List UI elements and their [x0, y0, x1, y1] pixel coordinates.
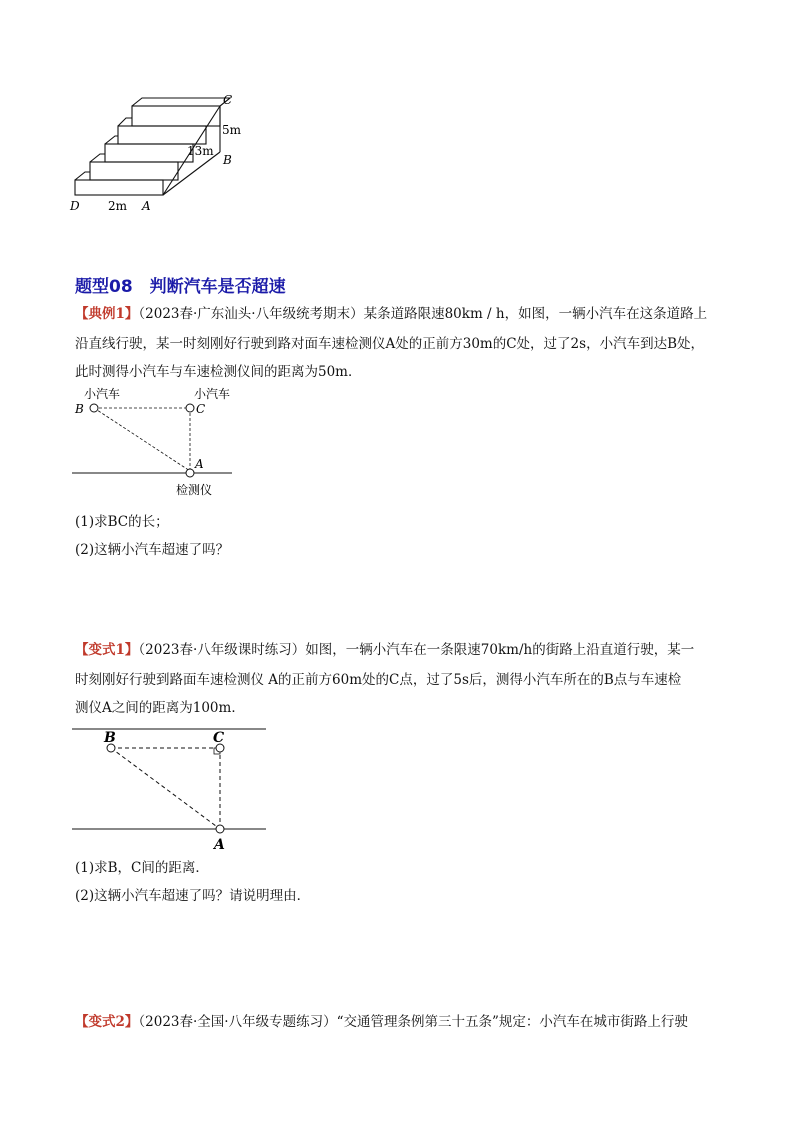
variant1-text1: （2023春·八年级课时练习）如图，一辆小汽车在一条限速70km/h的街路上沿直道行驶，某一 — [138, 642, 695, 658]
example1-line3: 此时测得小汽车与车速检测仪间的距离为50m． — [75, 364, 362, 380]
ex1-car-b-label: 小汽车 — [84, 387, 121, 401]
variant1-q1: (1)求B，C间的距离． — [75, 860, 209, 876]
stairs-label-a: A — [142, 199, 151, 213]
variant1-line2: 时刻刚好行驶到路面车速检测仪 A的正前方60m处的C点，过了5s后，测得小汽车所在的B点与车速检 — [75, 672, 682, 688]
example1-q2: (2)这辆小汽车超速了吗？ — [75, 542, 230, 558]
v1-label-a: A — [214, 837, 225, 852]
example1-q1: (1)求BC的长； — [75, 514, 169, 530]
stairs-label-d: D — [70, 199, 80, 213]
example1-line2: 沿直线行驶，某一时刻刚好行驶到路对面车速检测仪A处的正前方30m的C处，过了2s，小汽车到达B处， — [75, 336, 704, 352]
ex1-device-label: 检测仪 — [176, 483, 213, 497]
variant2-line1 — [75, 1012, 688, 1032]
stairs-label-5m: 5m — [222, 123, 242, 137]
variant1-line1 — [75, 640, 694, 660]
section-title: 题型08 判断汽车是否超速 — [75, 277, 286, 297]
stairs-label-c: C — [223, 93, 233, 107]
example1-tag: 【典例1】 — [75, 306, 139, 322]
stairs-label-13m: 13m — [187, 144, 214, 158]
variant2-tag: 【变式2】 — [75, 1014, 139, 1030]
staircase-figure — [60, 88, 260, 218]
variant2-text1: （2023春·全国·八年级专题练习）“交通管理条例第三十五条”规定：小汽车在城市街路上行驶 — [138, 1014, 688, 1030]
example1-text1: （2023春·广东汕头·八年级统考期末）某条道路限速80km / h，如图，一辆小汽车在这条道路上 — [138, 306, 708, 322]
variant1-line3: 测仪A之间的距离为100m． — [75, 700, 245, 716]
v1-label-c: C — [213, 730, 225, 746]
example1-line1 — [75, 304, 707, 324]
v1-label-b: B — [104, 730, 116, 746]
variant1-figure — [70, 722, 270, 852]
stairs-label-2m: 2m — [108, 199, 128, 213]
ex1-label-c: C — [196, 402, 206, 416]
stairs-label-b: B — [223, 153, 232, 167]
ex1-label-a: A — [195, 457, 204, 471]
ex1-car-c-label: 小汽车 — [194, 387, 231, 401]
example1-figure — [72, 384, 242, 502]
variant1-tag: 【变式1】 — [75, 642, 139, 658]
variant1-q2: (2)这辆小汽车超速了吗？请说明理由． — [75, 888, 311, 904]
ex1-label-b: B — [75, 402, 84, 416]
